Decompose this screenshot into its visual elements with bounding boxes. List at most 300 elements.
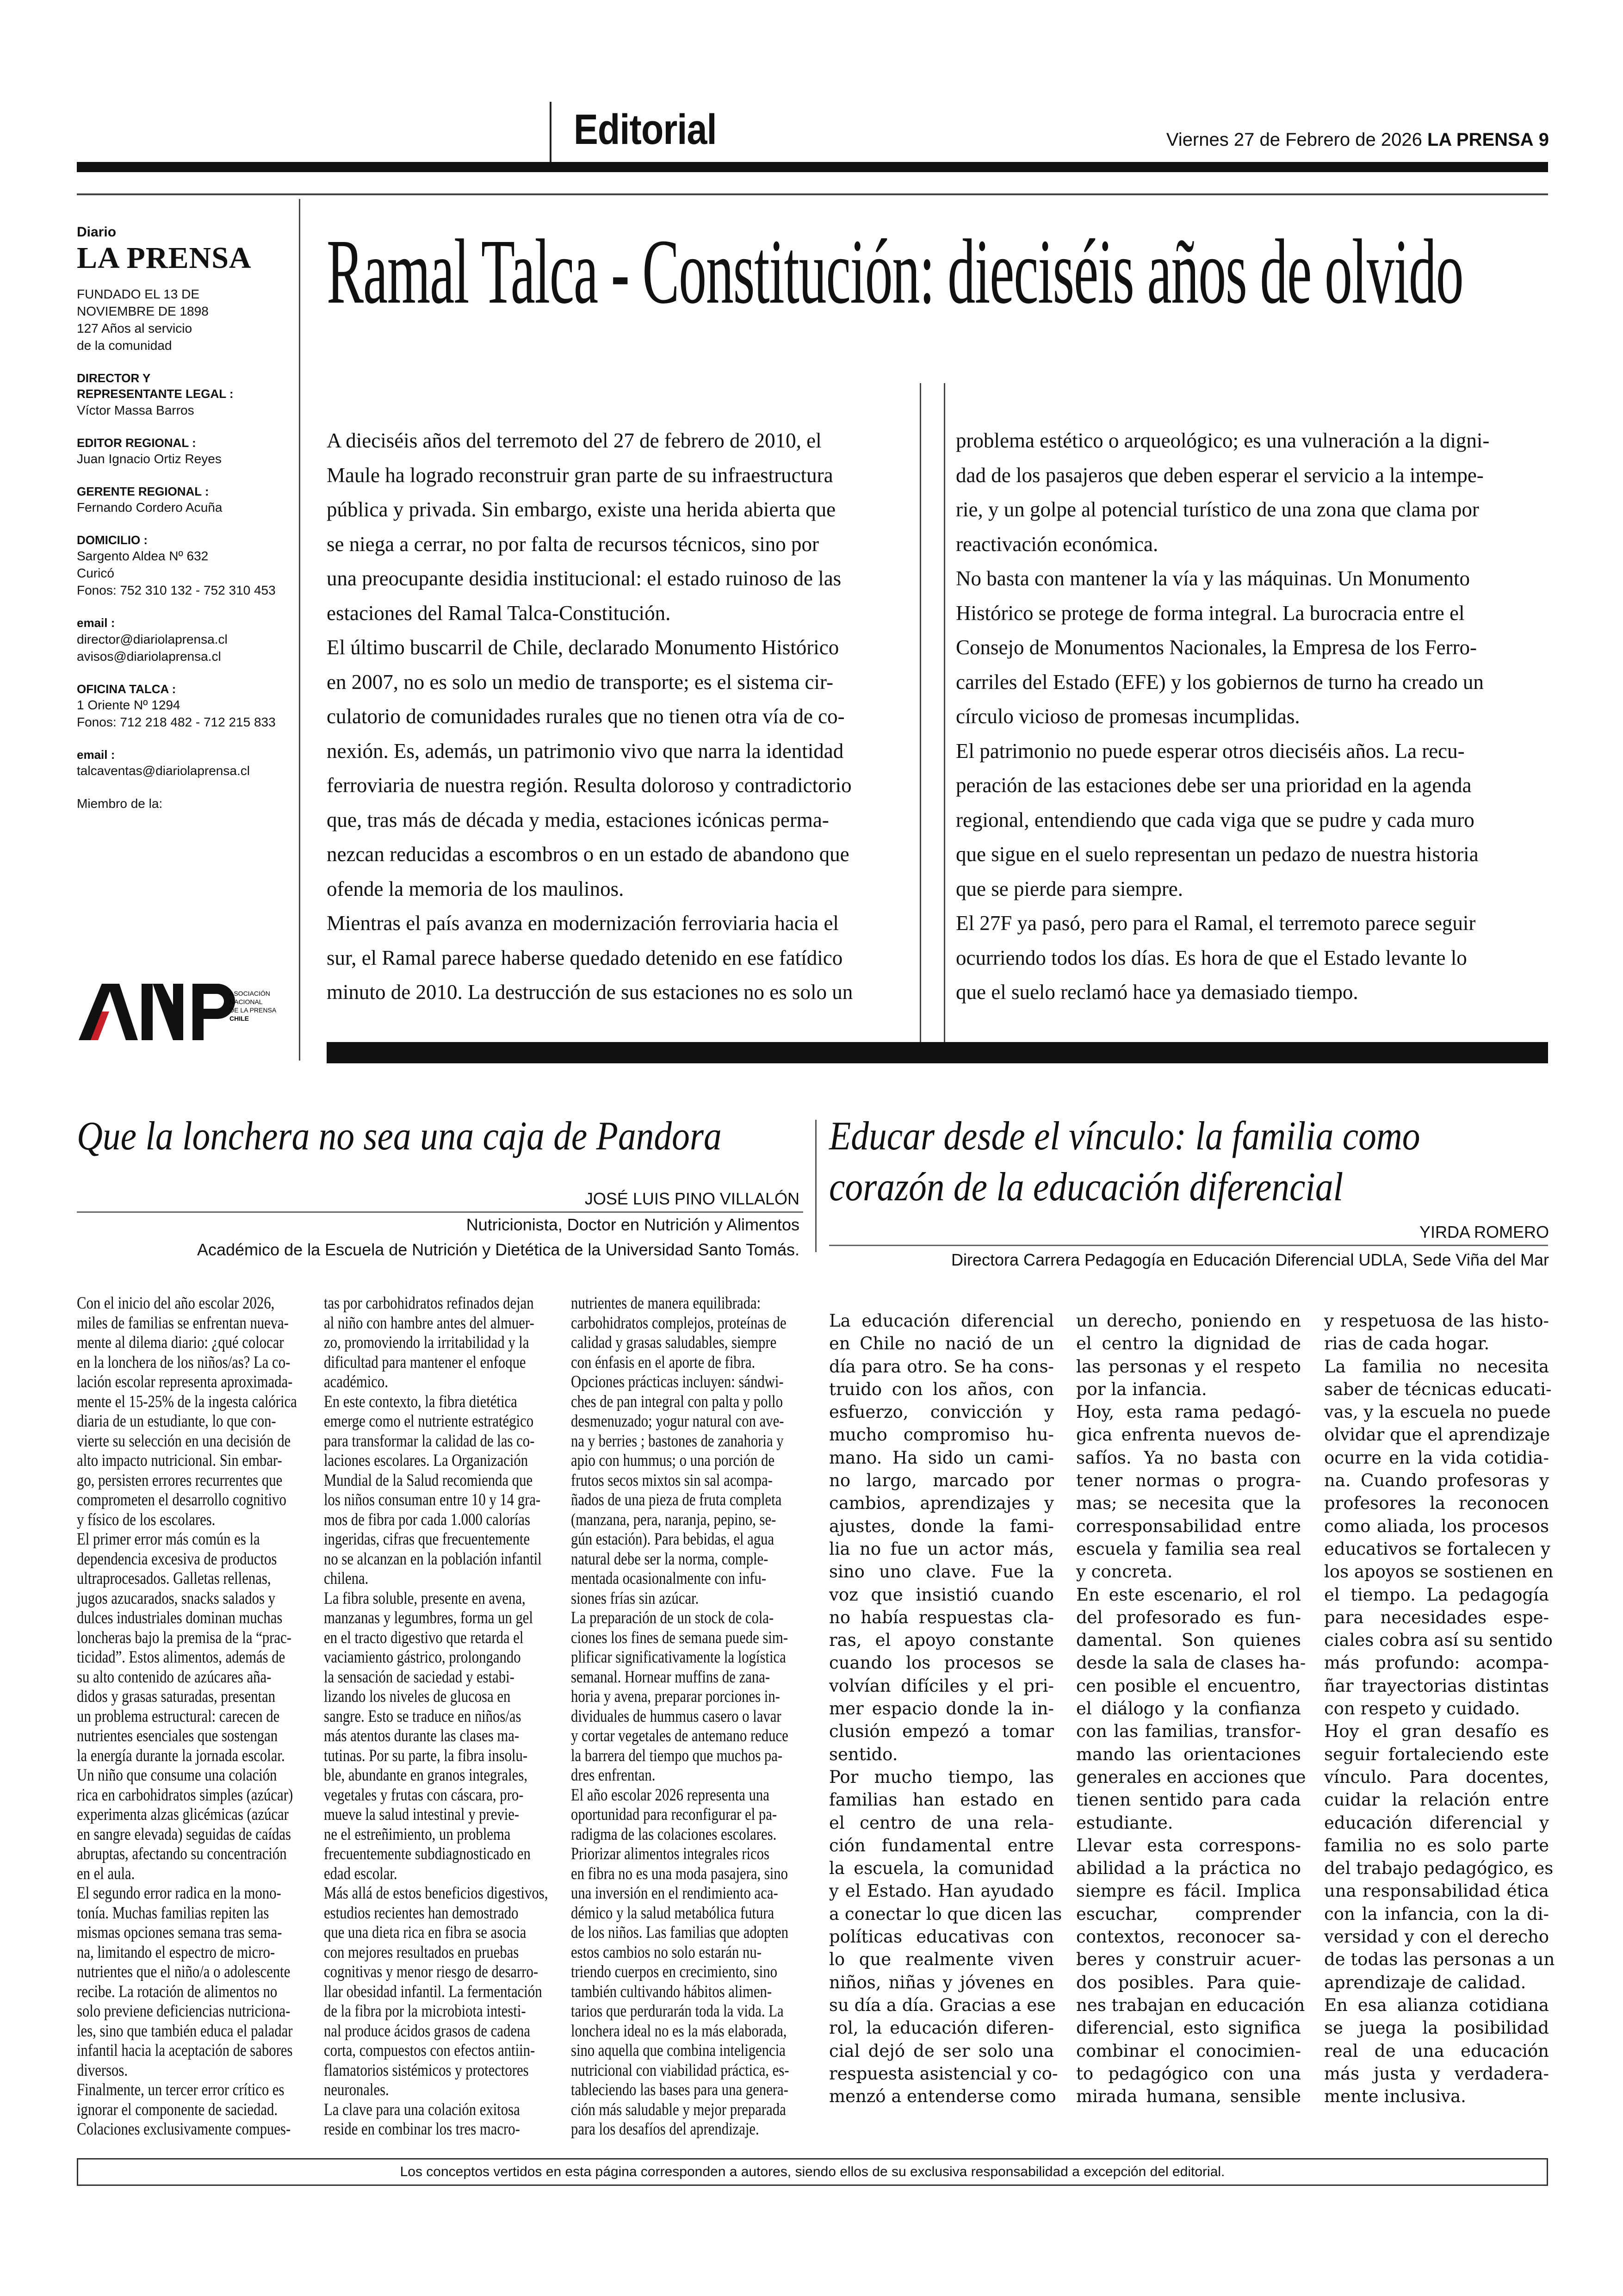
director-block	[77, 370, 280, 419]
text-line: nal produce ácidos grasos de cadena	[324, 2021, 530, 2041]
text-line: apio con hummus; o una porción de	[571, 1451, 775, 1470]
text-line: clusión empezó a tomar	[829, 1721, 1054, 1742]
text-line: problema estético o arqueológico; es una vulneración a la digni-	[956, 429, 1490, 452]
talca-block	[77, 681, 280, 731]
text-line: el centro de una rela-	[829, 1812, 1054, 1833]
text-line: radigma de las colaciones escolares.	[571, 1824, 777, 1844]
opinion-left-rule	[77, 1211, 803, 1213]
text-line: vínculo. Para docentes,	[1324, 1767, 1549, 1787]
text-line: nutrientes que el niño/a o adolescente	[77, 1962, 291, 1981]
talca-line: Fonos: 712 218 482 - 712 215 833	[77, 714, 276, 729]
text-line: lo que realmente viven	[829, 1949, 1054, 1970]
text-line: La fibra soluble, presente en avena,	[324, 1589, 526, 1608]
opinion-left-author: JOSÉ LUIS PINO VILLALÓN	[584, 1189, 799, 1208]
founded-line: 127 Años al servicio	[77, 321, 192, 336]
text-line: mente al dilema diario: ¿qué colocar	[77, 1333, 284, 1352]
text-line: vegetales y frutas con cáscara, pro-	[324, 1785, 524, 1805]
text-line: rica en carbohidratos simples (azúcar)	[77, 1785, 293, 1805]
text-line: escuchar, comprender	[1076, 1904, 1301, 1924]
text-line: del trabajo pedagógico, es	[1324, 1858, 1554, 1879]
text-line: les, sino que también educa el paladar	[77, 2021, 293, 2041]
text-line: abilidad a la práctica no	[1076, 1858, 1301, 1879]
opinion-right-title: corazón de la educación diferencial	[829, 1165, 1344, 1210]
text-line: ciones los fines de semana puede sim-	[571, 1628, 788, 1647]
text-line: dividuales de hummus casero o lavar	[571, 1706, 781, 1726]
text-line: una responsabilidad ética	[1324, 1881, 1549, 1901]
text-line: cial dejó de ser solo una	[829, 2041, 1054, 2061]
text-line: círculo vicioso de promesas incumplidas.	[956, 705, 1300, 728]
address-line: Sargento Aldea Nº 632	[77, 549, 209, 564]
text-line: saber de técnicas educati-	[1324, 1379, 1552, 1399]
text-line: démico y la salud metabólica futura	[571, 1903, 774, 1923]
text-line: a conectar lo que dicen las	[829, 1904, 1062, 1924]
text-line: horia y avena, preparar porciones in-	[571, 1687, 780, 1706]
text-line: tienen sentido para cada	[1076, 1790, 1301, 1810]
text-line: los apoyos se sostienen en	[1324, 1562, 1554, 1582]
text-line: combinar el conocimien-	[1076, 2041, 1301, 2061]
founded-block	[77, 286, 280, 354]
text-line: diaria de un estudiante, lo que con-	[77, 1412, 276, 1431]
founded-line: de la comunidad	[77, 338, 172, 353]
text-line: Hoy, esta rama pedagó-	[1076, 1402, 1301, 1422]
masthead-paper-name: LA PRENSA	[77, 241, 252, 275]
text-line: y el Estado. Han ayudado	[829, 1881, 1054, 1901]
text-line: Llevar esta correspons-	[1076, 1835, 1301, 1855]
text-line: voz que insistió cuando	[829, 1584, 1054, 1605]
text-line: ocurre en la vida cotidia-	[1324, 1447, 1549, 1468]
text-line: y cortar vegetales de antemano reduce	[571, 1726, 788, 1745]
text-line: tener normas o progra-	[1076, 1471, 1301, 1491]
text-line: flamatorios sistémicos y protectores	[324, 2060, 529, 2080]
text-line: No basta con mantener la vía y las máquinas. Un Monumento	[956, 567, 1470, 590]
text-line: para necesidades espe-	[1324, 1607, 1549, 1627]
text-line: cen posible el encuentro,	[1076, 1675, 1301, 1696]
text-line: El patrimonio no puede esperar otros dieciséis años. La recu-	[956, 739, 1465, 763]
text-line: El año escolar 2026 representa una	[571, 1785, 769, 1805]
text-line: estos cambios no solo estarán nu-	[571, 1942, 762, 1962]
text-line: na. Cuando profesoras y	[1324, 1471, 1549, 1491]
text-line: vas, y la escuela no puede	[1324, 1402, 1551, 1422]
text-line: didos y grasas saturadas, presentan	[77, 1687, 275, 1706]
text-line: neuronales.	[324, 2080, 389, 2099]
text-line: El primer error más común es la	[77, 1530, 260, 1549]
text-line: lonchera ideal no es la más elaborada,	[571, 2021, 787, 2041]
text-line: natural debe ser la norma, comple-	[571, 1549, 768, 1569]
text-line: mas; se necesita que la	[1076, 1493, 1301, 1514]
text-line: El segundo error radica en la mono-	[77, 1884, 281, 1903]
manager-block	[77, 484, 280, 516]
text-line: nutricional con viabilidad práctica, es-	[571, 2060, 789, 2080]
text-line: por la infancia.	[1076, 1379, 1207, 1399]
text-line: ultraprocesados. Galletas rellenas,	[77, 1569, 271, 1588]
text-line: dependencia excesiva de productos	[77, 1549, 277, 1569]
text-line: cuando los procesos se	[829, 1653, 1054, 1673]
text-line: nutrientes de manera equilibrada:	[571, 1294, 761, 1313]
text-line: Un niño que consume una colación	[77, 1766, 277, 1785]
text-line: regional, entendiendo que cada viga que se pudre y cada muro	[956, 808, 1474, 832]
text-line: que sigue en el suelo representan un pedazo de nuestra historia	[956, 843, 1479, 866]
text-line: en 2007, no es solo un medio de transporte; es el sistema cir-	[327, 670, 834, 694]
text-line: La clave para una colación exitosa	[324, 2100, 520, 2119]
text-line: la escuela, la comunidad	[829, 1858, 1054, 1879]
talca-line: 1 Oriente Nº 1294	[77, 697, 180, 712]
text-line: dad de los pasajeros que deben esperar el servicio a la intempe-	[956, 463, 1484, 487]
text-line: la barrera del tiempo que muchos pa-	[571, 1746, 783, 1765]
text-line: mueve la salud intestinal y previe-	[324, 1805, 520, 1824]
text-line: los niños consuman entre 10 y 14 gra-	[324, 1490, 541, 1509]
text-line: familias han estado en	[829, 1790, 1054, 1810]
text-line: desmenuzado; yogur natural con ave-	[571, 1412, 784, 1431]
address-block	[77, 532, 280, 599]
text-line: educativos se fortalecen y	[1324, 1539, 1550, 1559]
text-line: contextos, reconocer sa-	[1076, 1927, 1301, 1947]
text-line: educación diferencial y	[1324, 1812, 1549, 1833]
page-number: 9	[1538, 130, 1549, 150]
text-line: no largo, marcado por	[829, 1471, 1054, 1491]
text-line: la energía durante la jornada escolar.	[77, 1746, 285, 1765]
text-line: para transformar la calidad de las co-	[324, 1431, 535, 1451]
text-line: ingeridas, cifras que frecuentemente	[324, 1530, 530, 1549]
text-line: mismas opciones semana tras sema-	[77, 1923, 282, 1942]
text-line: académico.	[324, 1372, 388, 1391]
text-line: (manzana, pera, naranja, pepino, se-	[571, 1510, 776, 1529]
text-line: que, tras más de década y media, estaciones icónicas perma-	[327, 808, 829, 832]
text-line: el tiempo. La pedagogía	[1324, 1584, 1549, 1605]
text-line: experimenta alzas glicémicas (azúcar	[77, 1805, 289, 1824]
email-link[interactable]: director@diariolaprensa.cl	[77, 632, 228, 646]
masthead-diario: Diario	[77, 224, 117, 240]
opinion-left-column-1	[77, 1294, 308, 2140]
text-line: seguir fortaleciendo este	[1324, 1744, 1549, 1764]
text-line: Por mucho tiempo, las	[829, 1767, 1054, 1787]
member-label: Miembro de la:	[77, 796, 163, 811]
text-line: el diálogo y la confianza	[1076, 1699, 1301, 1719]
text-line: carriles del Estado (EFE) y los gobiernos de turno ha creado un	[956, 670, 1484, 694]
text-line: manzanas y legumbres, forma un gel	[324, 1608, 533, 1627]
text-line: aprendizaje de calidad.	[1324, 1972, 1526, 1992]
opinion-left-column-3	[571, 1294, 802, 2140]
text-line: sino uno clave. Fue la	[829, 1562, 1054, 1582]
text-line: Finalmente, un tercer error crítico es	[77, 2080, 285, 2099]
text-line: abruptas, afectando su concentración	[77, 1844, 287, 1863]
top-rule	[77, 162, 1548, 172]
editor-label: EDITOR REGIONAL :	[77, 435, 196, 450]
text-line: El último buscarril de Chile, declarado Monumento Histórico	[327, 636, 839, 659]
text-line: ñar trayectorias distintas	[1324, 1675, 1549, 1696]
text-line: Histórico se protege de forma integral. La burocracia entre el	[956, 601, 1465, 625]
editorial-title: Ramal Talca - Constitución: dieciséis años de olvido	[327, 221, 1463, 323]
text-line: ñados de una pieza de fruta completa	[571, 1490, 782, 1509]
editorial-column-1	[327, 423, 905, 1010]
text-line: real de una educación	[1324, 2041, 1549, 2061]
opinion-left-role: Académico de la Escuela de Nutrición y Dietética de la Universidad Santo Tomás.	[197, 1240, 799, 1259]
text-line: profesores la reconocen	[1324, 1493, 1549, 1514]
director-label: REPRESENTANTE LEGAL :	[77, 387, 234, 401]
text-line: emerge como el nutriente estratégico	[324, 1412, 534, 1431]
text-line: ignorar el componente de saciedad.	[77, 2100, 278, 2119]
email-block	[77, 615, 280, 665]
text-line: de todas las personas a un	[1324, 1949, 1555, 1970]
text-line: no se alcanzan en la población infantil	[324, 1549, 542, 1569]
text-line: Priorizar alimentos integrales ricos	[571, 1844, 769, 1863]
issue-date: Viernes 27 de Febrero de 2026	[1166, 130, 1422, 150]
anp-logo-icon	[77, 975, 290, 1045]
text-line: el centro la dignidad de	[1076, 1334, 1301, 1354]
text-line: sangre. Esto se traduce en niños/as	[324, 1706, 521, 1726]
opinion-left-column-2	[324, 1294, 555, 2140]
text-line: olvidar que el aprendizaje	[1324, 1425, 1550, 1445]
text-line: la sensación de saciedad y estabi-	[324, 1667, 514, 1687]
opinion-left-role: Nutricionista, Doctor en Nutrición y Alimentos	[466, 1215, 799, 1234]
text-line: frecuentemente subdiagnosticado en	[324, 1844, 531, 1863]
text-line: su alto contenido de azúcares aña-	[77, 1667, 272, 1687]
email2-link[interactable]: talcaventas@diariolaprensa.cl	[77, 763, 250, 778]
text-line: sino aquella que combina inteligencia	[571, 2041, 786, 2060]
text-line: pública y privada. Sin embargo, existe una herida abierta que	[327, 498, 836, 521]
text-line: recibe. La rotación de alimentos no	[77, 1982, 278, 2001]
text-line: ferroviaria de nuestra región. Resulta doloroso y contradictorio	[327, 774, 852, 797]
text-line: gica enfrenta nuevos de-	[1076, 1425, 1301, 1445]
text-line: mando las orientaciones	[1076, 1744, 1301, 1764]
editorial-column-2	[956, 423, 1548, 1010]
text-line: niños, niñas y jóvenes en	[829, 1972, 1054, 1992]
manager-name: Fernando Cordero Acuña	[77, 500, 223, 515]
text-line: respuesta asistencial y co-	[829, 2063, 1058, 2084]
text-line: reactivación económica.	[956, 532, 1158, 556]
text-line: ne el estreñimiento, un problema	[324, 1824, 511, 1844]
text-line: que el suelo reclamó hace ya demasiado tiempo.	[956, 980, 1358, 1004]
text-line: su día a día. Gracias a ese	[829, 1995, 1056, 2015]
text-line: calidad y grasas saludables, siempre	[571, 1333, 777, 1352]
text-line: con la infancia, con la di-	[1324, 1904, 1549, 1924]
text-line: Mientras el país avanza en modernización ferroviaria hacia el	[327, 912, 839, 935]
masthead-sidebar	[77, 223, 280, 813]
text-line: con énfasis en el aporte de fibra.	[571, 1353, 756, 1372]
text-line: corresponsabilidad entre	[1076, 1516, 1301, 1536]
text-line: semanal. Hornear muffins de zana-	[571, 1667, 770, 1687]
text-line: siempre es fácil. Implica	[1076, 1881, 1301, 1901]
text-line: ches de pan integral con palta y pollo	[571, 1392, 783, 1411]
text-line: y concreta.	[1076, 1562, 1173, 1582]
text-line: Hoy el gran desafío es	[1324, 1721, 1549, 1742]
address-label: DOMICILIO :	[77, 533, 148, 547]
text-line: escuela y familia sea real	[1076, 1539, 1301, 1559]
text-line: llar obesidad infantil. La fermentación	[324, 1982, 542, 2001]
text-line: La educación diferencial	[829, 1311, 1054, 1331]
text-line: ción fundamental entre	[829, 1835, 1054, 1855]
text-line: La familia no necesita	[1324, 1356, 1549, 1377]
director-name: Víctor Massa Barros	[77, 403, 194, 417]
text-line: familia no es solo parte	[1324, 1835, 1549, 1855]
founded-line: FUNDADO EL 13 DE	[77, 287, 200, 302]
text-line: siones frías sin azúcar.	[571, 1589, 699, 1608]
text-line: mente el 15-25% de la ingesta calórica	[77, 1392, 297, 1411]
text-line: mucho compromiso hu-	[829, 1425, 1054, 1445]
text-line: ajustes, donde la fami-	[829, 1516, 1054, 1536]
text-line: dulces industriales dominan muchas	[77, 1608, 283, 1627]
anp-logo-text: ASOCIACIÓN	[229, 990, 270, 997]
opinion-right-rule	[829, 1245, 1548, 1246]
text-line: ticidad”. Estos alimentos, además de	[77, 1648, 285, 1667]
text-line: estudios recientes han demostrado	[324, 1903, 519, 1923]
text-line: loncheras bajo la premisa de la “prac-	[77, 1628, 291, 1647]
text-line: rol, la educación diferen-	[829, 2018, 1054, 2038]
text-line: cognitivas y menor riesgo de desarro-	[324, 1962, 539, 1981]
text-line: tarios que perdurarán toda la vida. La	[571, 2002, 784, 2021]
text-line: rie, y un golpe al potencial turístico de una zona que clama por	[956, 498, 1479, 521]
text-line: estaciones del Ramal Talca-Constitución.	[327, 601, 671, 625]
text-line: laciones escolares. La Organización	[324, 1451, 528, 1470]
text-line: dres enfrentan.	[571, 1766, 656, 1785]
text-line: Colaciones exclusivamente compues-	[77, 2120, 291, 2139]
text-line: infantil hacia la aceptación de sabores	[77, 2041, 293, 2060]
email2-block	[77, 747, 280, 780]
text-line: no había respuestas cla-	[829, 1607, 1054, 1627]
anp-logo-text: DE LA PRENSA	[229, 1006, 277, 1014]
text-line: safíos. Ya no basta con	[1076, 1447, 1301, 1468]
text-line: miles de familias se enfrentan nueva-	[77, 1313, 289, 1333]
address-line: Curicó	[77, 566, 114, 581]
text-line: mano. Ha sido un cami-	[829, 1447, 1054, 1468]
text-line: dos posibles. Para quie-	[1076, 1972, 1301, 1992]
text-line: con las familias, transfor-	[1076, 1721, 1301, 1742]
text-line: cuidar la relación entre	[1324, 1790, 1549, 1810]
text-line: de los niños. Las familias que adopten	[571, 1923, 788, 1942]
text-line: gún estación). Para bebidas, el agua	[571, 1530, 774, 1549]
text-line: vierte su selección en una decisión de	[77, 1431, 291, 1451]
email2-label: email :	[77, 747, 115, 762]
manager-label: GERENTE REGIONAL :	[77, 484, 209, 498]
editorial-bottom-bar	[327, 1042, 1548, 1063]
text-line: Maule ha logrado reconstruir gran parte de su infraestructura	[327, 463, 833, 487]
email-link[interactable]: avisos@diariolaprensa.cl	[77, 649, 221, 664]
text-line: en la lonchera de los niños/as? La co-	[77, 1353, 291, 1372]
text-line: minuto de 2010. La destrucción de sus estaciones no es solo un	[327, 980, 853, 1004]
text-line: esfuerzo, convicción y	[829, 1402, 1054, 1422]
text-line: como aliada, los procesos	[1324, 1516, 1549, 1536]
text-line: mos de fibra por cada 1.000 calorías	[324, 1510, 530, 1529]
text-line: con mejores resultados en pruebas	[324, 1942, 519, 1962]
opinion-divider	[815, 1120, 817, 1252]
text-line: más justa y verdadera-	[1324, 2063, 1549, 2084]
text-line: también cultivando hábitos alimen-	[571, 1982, 772, 2001]
text-line: tonía. Muchas familias repiten las	[77, 1903, 269, 1923]
publication-name: LA PRENSA	[1427, 130, 1534, 150]
text-line: mer espacio donde la in-	[829, 1699, 1054, 1719]
column-divider	[920, 383, 921, 1042]
text-line: que se pierde para siempre.	[956, 877, 1183, 900]
text-line: La preparación de un stock de cola-	[571, 1608, 774, 1627]
text-line: ciales cobra así su sentido	[1324, 1630, 1553, 1651]
text-line: Mundial de la Salud recomienda que	[324, 1471, 533, 1490]
text-line: estudiante.	[1076, 1812, 1173, 1833]
text-line: na y berries ; bastones de zanahoria y	[571, 1431, 784, 1451]
text-line: en Chile no nació de un	[829, 1334, 1054, 1354]
text-line: un problema estructural: carecen de	[77, 1706, 280, 1726]
text-line: El 27F ya pasó, pero para el Ramal, el terremoto parece seguir	[956, 912, 1476, 935]
text-line: mentada ocasionalmente con infu-	[571, 1569, 767, 1588]
text-line: lia no fue un actor más,	[829, 1539, 1054, 1559]
text-line: más profundo: acompa-	[1324, 1653, 1549, 1673]
text-line: ras, el apoyo constante	[829, 1630, 1054, 1651]
text-line: nexión. Es, además, un patrimonio vivo que narra la identidad	[327, 739, 844, 763]
opinion-right-column-3	[1324, 1309, 1555, 2108]
header-divider	[550, 102, 551, 162]
text-line: mente inclusiva.	[1324, 2086, 1466, 2107]
text-line: Con el inicio del año escolar 2026,	[77, 1294, 275, 1313]
editor-block	[77, 435, 280, 468]
text-line: al niño con hambre antes del almuer-	[324, 1313, 534, 1333]
text-line: edad escolar.	[324, 1864, 397, 1883]
anp-logo-text: CHILE	[229, 1015, 249, 1022]
text-line: go, persisten errores recurrentes que	[77, 1471, 283, 1490]
text-line: A dieciséis años del terremoto del 27 de febrero de 2010, el	[327, 429, 822, 452]
text-line: cambios, aprendizajes y	[829, 1493, 1054, 1514]
text-line: oportunidad para reconfigurar el pa-	[571, 1805, 777, 1824]
text-line: tableciendo las bases para una genera-	[571, 2080, 788, 2099]
text-line: en el aula.	[77, 1864, 135, 1883]
text-line: plificar significativamente la logística	[571, 1648, 786, 1667]
text-line: nezcan reducidas a escombros o en un estado de abandono que	[327, 843, 849, 866]
text-line: ofende la memoria de los maulinos.	[327, 877, 624, 900]
text-line: Consejo de Monumentos Nacionales, la Empresa de los Ferro-	[956, 636, 1477, 659]
text-line: peración de las estaciones debe ser una prioridad en la agenda	[956, 774, 1472, 797]
text-line: alto impacto nutricional. Sin embar-	[77, 1451, 282, 1470]
text-line: se niega a cerrar, no por falta de recursos técnicos, sino por	[327, 532, 819, 556]
text-line: volvían difíciles y el pri-	[829, 1675, 1054, 1696]
text-line: lizando los niveles de glucosa en	[324, 1687, 511, 1706]
text-line: diferencial, esto significa	[1076, 2018, 1301, 2038]
text-line: generales en acciones que	[1076, 1767, 1306, 1787]
text-line: beres y construir acuer-	[1076, 1949, 1301, 1970]
text-line: para los desafíos del aprendizaje.	[571, 2120, 759, 2139]
text-line: comprometen el desarrollo cognitivo	[77, 1490, 286, 1509]
text-line: En este escenario, el rol	[1076, 1584, 1301, 1605]
text-line: ocurriendo todos los días. Es hora de que el Estado levante lo	[956, 946, 1467, 969]
text-line: chilena.	[324, 1569, 369, 1588]
text-line: Opciones prácticas incluyen: sándwi-	[571, 1372, 784, 1391]
text-line: tutinas. Por su parte, la fibra insolu-	[324, 1746, 528, 1765]
sidebar-divider	[299, 199, 300, 1061]
text-line: triendo cuerpos en crecimiento, sino	[571, 1962, 778, 1981]
text-line: del profesorado es fun-	[1076, 1607, 1301, 1627]
text-line: en el tracto digestivo que retarda el	[324, 1628, 524, 1647]
text-line: mirada humana, sensible	[1076, 2086, 1301, 2107]
director-label: DIRECTOR Y	[77, 371, 151, 385]
text-line: nutrientes esenciales que sostengan	[77, 1726, 278, 1745]
text-line: sentido.	[829, 1744, 898, 1764]
text-line: de la fibra por la microbiota intesti-	[324, 2002, 526, 2021]
text-line: lación escolar representa aproximada-	[77, 1372, 293, 1391]
date-line	[1166, 130, 1549, 150]
text-line: y respetuosa de las histo-	[1324, 1311, 1549, 1331]
text-line: desde la sala de clases ha-	[1076, 1653, 1306, 1673]
text-line: na, limitando el espectro de micro-	[77, 1942, 275, 1962]
text-line: zo, promoviendo la irritabilidad y la	[324, 1333, 529, 1352]
text-line: se juega la posibilidad	[1324, 2018, 1549, 2038]
opinion-left-title: Que la lonchera no sea una caja de Pandora	[77, 1114, 722, 1159]
text-line: una inversión en el rendimiento aca-	[571, 1884, 778, 1903]
text-line: versidad y con el derecho	[1324, 1927, 1549, 1947]
opinion-right-column-1	[829, 1309, 1062, 2108]
text-line: que una dieta rica en fibra se asocia	[324, 1923, 527, 1942]
text-line: solo previene deficiencias nutriciona-	[77, 2002, 291, 2021]
text-line: frutos secos mixtos sin sal acompa-	[571, 1471, 773, 1490]
text-line: to pedagógico con una	[1076, 2063, 1301, 2084]
column-divider	[944, 383, 945, 1042]
opinion-right-column-2	[1076, 1309, 1306, 2108]
text-line: diversos.	[77, 2060, 128, 2080]
